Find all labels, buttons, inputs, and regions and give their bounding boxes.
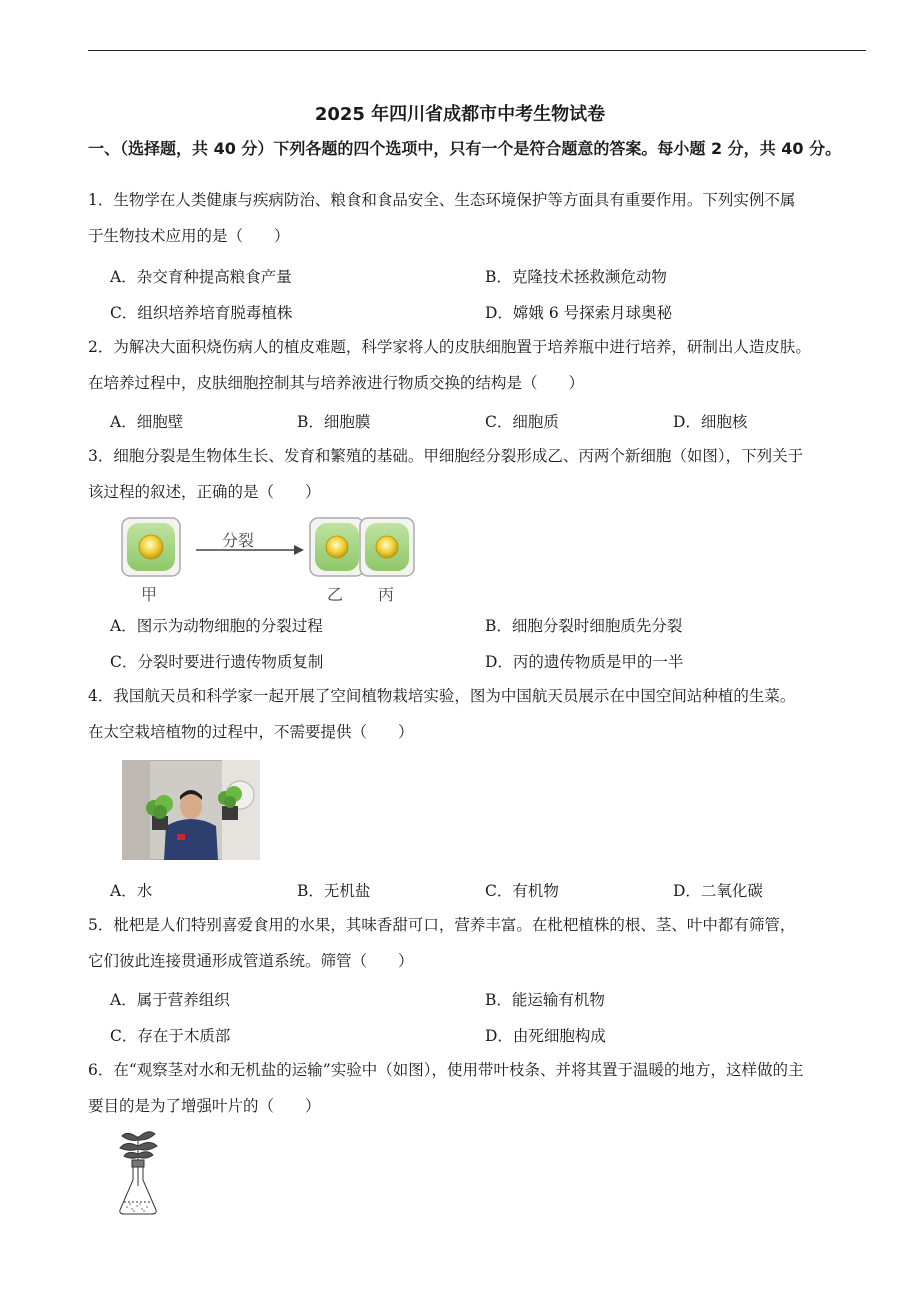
option-d: D．由死细胞构成	[485, 1027, 606, 1045]
question-stem: 5．枇杷是人们特别喜爱食用的水果，其味香甜可口，营养丰富。在枇杷植株的根、茎、叶中都有筛管，	[88, 916, 796, 934]
astronaut-body	[164, 819, 218, 860]
option-b: B．能运输有机物	[485, 991, 605, 1009]
option-c: C．存在于木质部	[110, 1027, 231, 1045]
page-title: 2025 年四川省成都市中考生物试卷	[314, 104, 606, 125]
nucleus	[139, 535, 163, 559]
question-5	[88, 907, 866, 979]
option-a: A．图示为动物细胞的分裂过程	[110, 617, 323, 635]
option-d: D．嫦娥 6 号探索月球奥秘	[485, 304, 673, 322]
question-stem: 6．在“观察茎对水和无机盐的运输”实验中（如图），使用带叶枝条、并将其置于温暖的地方，这样做的主	[88, 1061, 804, 1079]
cell-jia	[122, 518, 180, 576]
header-rule	[88, 50, 866, 51]
option-d: D．丙的遗传物质是甲的一半	[485, 653, 684, 671]
question-stem: 4．我国航天员和科学家一起开展了空间植物栽培实验，图为中国航天员展示在中国空间站种植的生菜。	[88, 687, 796, 705]
option-d: D．细胞核	[673, 413, 748, 431]
option-a: A．属于营养组织	[110, 991, 230, 1009]
question-stem: 在培养过程中，皮肤细胞控制其与培养液进行物质交换的结构是（ ）	[88, 374, 585, 392]
question-3	[88, 438, 866, 510]
stopper	[132, 1160, 144, 1167]
question-stem: 1．生物学在人类健康与疾病防治、粮食和食品安全、生态环境保护等方面具有重要作用。下列实例不属	[88, 191, 796, 209]
question-stem: 该过程的叙述，正确的是（ ）	[88, 483, 321, 501]
question-4	[88, 678, 866, 750]
cell-division-figure	[118, 512, 418, 608]
question-stem: 在太空栽培植物的过程中，不需要提供（ ）	[88, 723, 414, 741]
section-heading: 一、（选择题，共 40 分）下列各题的四个选项中，只有一个是符合题意的答案。每小题 2 分，共 40 分。	[88, 139, 842, 158]
label-jia: 甲	[141, 585, 158, 604]
nucleus	[326, 536, 348, 558]
option-a: A．水	[110, 882, 153, 900]
stem-flask-figure	[112, 1124, 164, 1218]
cell-bing	[360, 518, 414, 576]
option-d: D．二氧化碳	[673, 882, 763, 900]
question-1	[88, 182, 866, 254]
option-b: B．细胞分裂时细胞质先分裂	[485, 617, 683, 635]
cell-yi	[310, 518, 364, 576]
option-c: C．细胞质	[485, 413, 559, 431]
label-yi: 乙	[327, 585, 344, 604]
option-a: A．杂交育种提高粮食产量	[110, 268, 292, 286]
option-b: B．无机盐	[297, 882, 371, 900]
nucleus	[376, 536, 398, 558]
question-2	[88, 329, 866, 401]
label-bing: 丙	[378, 585, 395, 604]
astronaut-photo	[122, 760, 260, 860]
option-b: B．克隆技术拯救濒危动物	[485, 268, 667, 286]
question-6	[88, 1052, 866, 1124]
question-stem: 要目的是为了增强叶片的（ ）	[88, 1097, 321, 1115]
question-stem: 于生物技术应用的是（ ）	[88, 227, 290, 245]
option-c: C．组织培养培育脱毒植株	[110, 304, 293, 322]
option-c: C．有机物	[485, 882, 559, 900]
option-a: A．细胞壁	[110, 413, 184, 431]
question-stem: 它们彼此连接贯通形成管道系统。筛管（ ）	[88, 952, 414, 970]
question-stem: 2．为解决大面积烧伤病人的植皮难题，科学家将人的皮肤细胞置于培养瓶中进行培养，研制出人造皮肤。	[88, 338, 811, 356]
option-b: B．细胞膜	[297, 413, 371, 431]
question-stem: 3．细胞分裂是生物体生长、发育和繁殖的基础。甲细胞经分裂形成乙、丙两个新细胞（如图），下列关于	[88, 447, 804, 465]
arrow-label: 分裂	[222, 531, 255, 550]
option-c: C．分裂时要进行遗传物质复制	[110, 653, 324, 671]
